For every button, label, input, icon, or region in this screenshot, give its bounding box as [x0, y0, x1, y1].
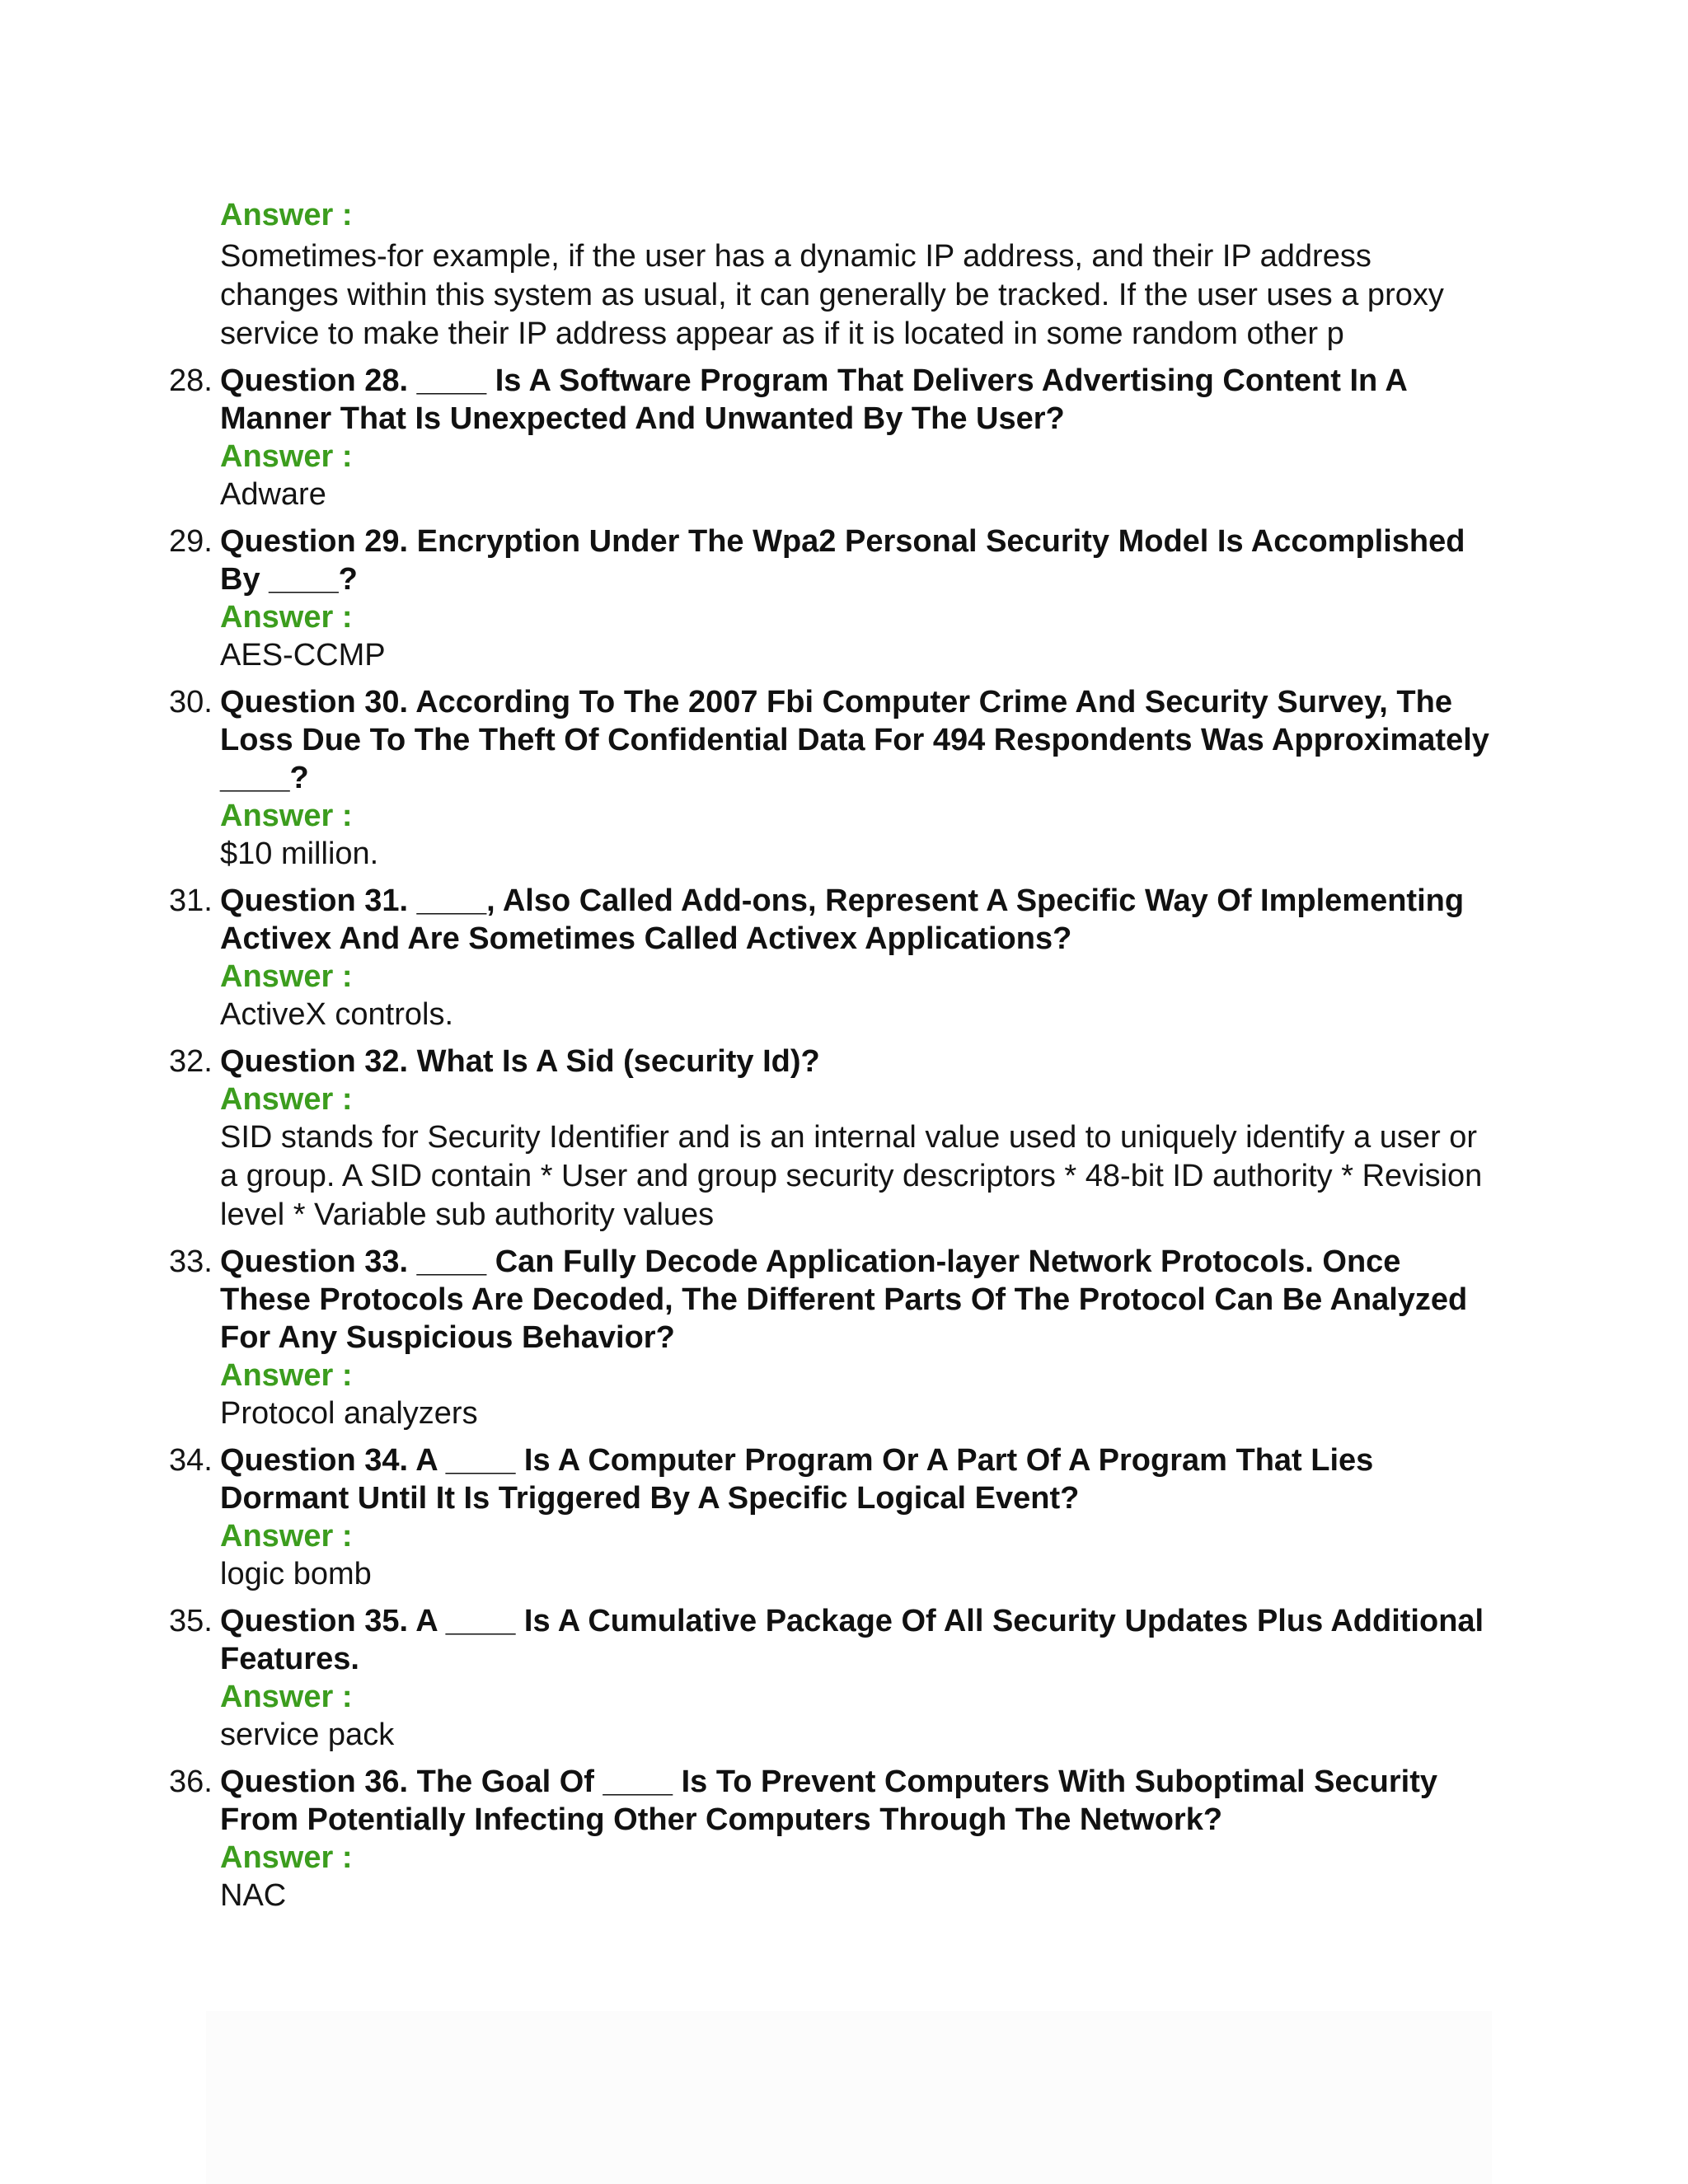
question-text: Question 31. ____, Also Called Add-ons, Represent A Specific Way Of Implementing Activex And Are Sometimes Called Activex Applications? [220, 883, 1465, 956]
question-text: Question 36. The Goal Of ____ Is To Prevent Computers With Suboptimal Security From Potentially Infecting Other Computers Through The Network? [220, 1765, 1438, 1837]
question-item-31 [169, 882, 1489, 1034]
question-text: Question 30. According To The 2007 Fbi Computer Crime And Security Survey, The Loss Due To The Theft Of Confidential Data For 494 Respondents Was Approximately ____? [220, 685, 1489, 795]
question-number: 32. [169, 1044, 213, 1079]
answer-text: SID stands for Security Identifier and is an internal value used to uniquely identify a user or a group. A SID contain * User and group security descriptors * 48-bit ID authority * Revision level * Variable sub authority values [220, 1120, 1483, 1232]
question-item-36 [169, 1763, 1489, 1915]
question-text: Question 35. A ____ Is A Cumulative Package Of All Security Updates Plus Additional Features. [220, 1604, 1484, 1676]
question-item-33 [169, 1243, 1489, 1433]
question-item-29 [169, 523, 1489, 675]
continued-answer-block [220, 196, 1489, 354]
answer-text: Protocol analyzers [220, 1396, 478, 1431]
qa-content [169, 196, 1489, 1915]
answer-label: Answer : [220, 1680, 353, 1714]
question-number: 29. [169, 524, 213, 559]
question-item-30 [169, 683, 1489, 874]
question-text: Question 28. ____ Is A Software Program That Delivers Advertising Content In A Manner That Is Unexpected And Unwanted By The User? [220, 363, 1407, 436]
question-text: Question 29. Encryption Under The Wpa2 Personal Security Model Is Accomplished By ____? [220, 524, 1465, 597]
question-number: 33. [169, 1244, 213, 1279]
answer-text: AES-CCMP [220, 638, 386, 673]
question-text: Question 33. ____ Can Fully Decode Application-layer Network Protocols. Once These Protocols Are Decoded, The Different Parts Of The Protocol Can Be Analyzed For Any Suspicious Behavior? [220, 1244, 1468, 1355]
question-item-32 [169, 1043, 1489, 1235]
question-number: 28. [169, 363, 213, 398]
answer-text: $10 million. [220, 837, 379, 871]
answer-label: Answer : [220, 1840, 353, 1875]
answer-text: NAC [220, 1878, 287, 1913]
question-text: Question 32. What Is A Sid (security Id)? [220, 1044, 820, 1079]
question-number: 30. [169, 685, 213, 719]
question-text: Question 34. A ____ Is A Computer Program Or A Part Of A Program That Lies Dormant Until It Is Triggered By A Specific Logical Event? [220, 1443, 1374, 1516]
answer-label: Answer : [220, 198, 353, 232]
answer-text: Sometimes-for example, if the user has a dynamic IP address, and their IP address changes within this system as usual, it can generally be tracked. If the user uses a proxy service to make their IP address appear as if it is located in some random other p [220, 239, 1444, 351]
answer-label: Answer : [220, 1358, 353, 1393]
question-item-28 [169, 362, 1489, 514]
answer-text: service pack [220, 1718, 395, 1752]
answer-label: Answer : [220, 1082, 353, 1117]
answer-label: Answer : [220, 600, 353, 635]
question-number: 36. [169, 1765, 213, 1799]
answer-text: ActiveX controls. [220, 997, 453, 1032]
answer-label: Answer : [220, 799, 353, 833]
answer-label: Answer : [220, 439, 353, 474]
answer-text: logic bomb [220, 1557, 372, 1591]
answer-label: Answer : [220, 1519, 353, 1554]
page-bottom-shade [206, 2011, 1492, 2184]
question-list [169, 362, 1489, 1915]
question-number: 34. [169, 1443, 213, 1478]
answer-text: Adware [220, 477, 326, 512]
answer-label: Answer : [220, 959, 353, 994]
question-item-35 [169, 1602, 1489, 1755]
question-number: 31. [169, 883, 213, 918]
question-number: 35. [169, 1604, 213, 1638]
question-item-34 [169, 1441, 1489, 1594]
